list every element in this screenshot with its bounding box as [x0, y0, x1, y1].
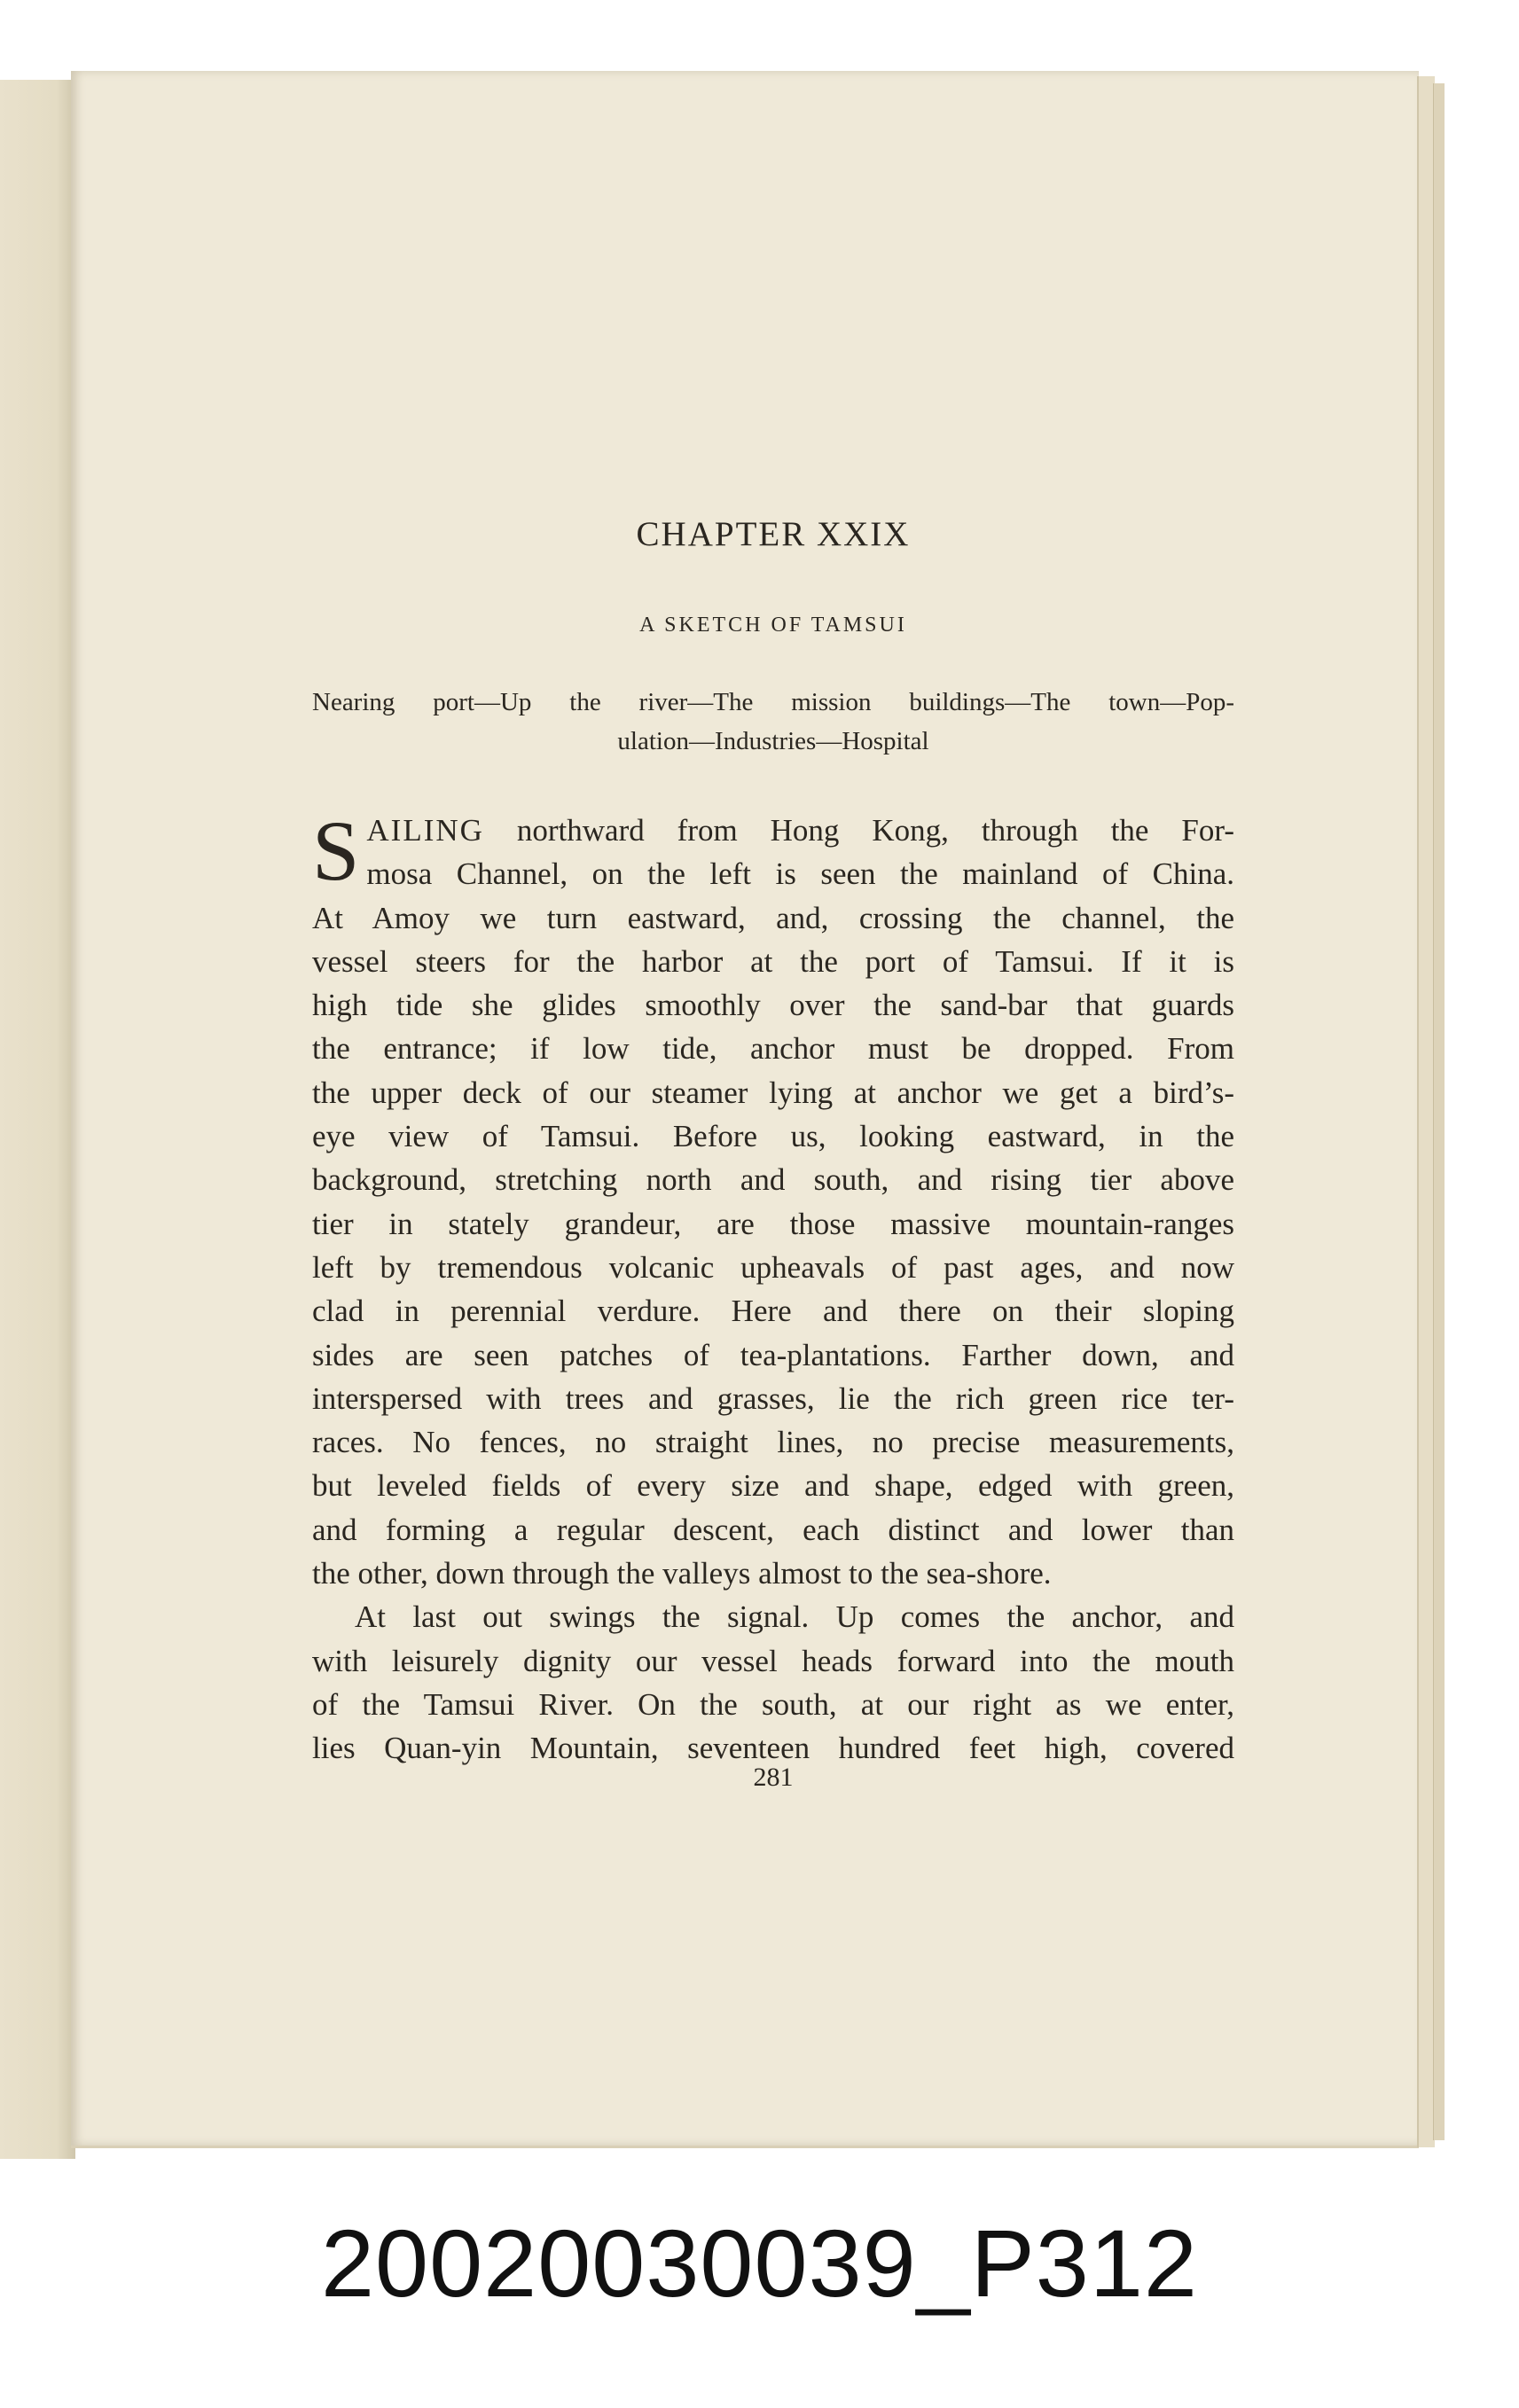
body-line: interspersed with trees and grasses, lie the rich green rice ter- [312, 1380, 1234, 1416]
page-number: 281 [753, 1763, 794, 1792]
facing-page-edge [0, 80, 75, 2159]
body-line: of the Tamsui River. On the south, at our right as we enter, [312, 1686, 1234, 1722]
body-text [312, 803, 1234, 1771]
opening-line-rest: northward from Hong Kong, through the For- [483, 813, 1234, 848]
synopsis-line-2: ulation—Industries—Hospital [617, 727, 929, 755]
body-line: sides are seen patches of tea-plantations. Farther down, and [312, 1337, 1234, 1372]
page-stack-edge-outer [1433, 83, 1445, 2140]
body-line: background, stretching north and south, and rising tier above [312, 1162, 1234, 1198]
body-line: clad in perennial verdure. Here and there on their sloping [312, 1294, 1234, 1329]
book-page [71, 71, 1419, 2148]
chapter-title: CHAPTER XXIX [636, 515, 911, 553]
body-line: and forming a regular descent, each distinct and lower than [312, 1512, 1234, 1547]
body-line: high tide she glides smoothly over the sand-bar that guards [312, 988, 1234, 1023]
body-line: vessel steers for the harbor at the port of Tamsui. If it is [312, 943, 1234, 979]
body-line: races. No fences, no straight lines, no precise measurements, [312, 1425, 1234, 1460]
body-line: At Amoy we turn eastward, and, crossing the channel, the [312, 900, 1234, 935]
body-line: lies Quan-yin Mountain, seventeen hundred feet high, covered [312, 1731, 1234, 1766]
body-line: the entrance; if low tide, anchor must be dropped. From [312, 1031, 1234, 1067]
body-line: the other, down through the valleys almost to the sea-shore. [312, 1556, 1052, 1591]
synopsis-line-1: Nearing port—Up the river—The mission buildings—The town—Pop- [312, 688, 1234, 716]
body-line: left by tremendous volcanic upheavals of past ages, and now [312, 1249, 1234, 1285]
body-line: tier in stately grandeur, are those massive mountain-ranges [312, 1206, 1234, 1241]
opening-small-caps: AILING [366, 813, 484, 848]
body-line: mosa Channel, on the left is seen the mainland of China. [366, 856, 1234, 892]
drop-cap: S [312, 803, 360, 898]
chapter-synopsis [312, 683, 1234, 761]
body-line: eye view of Tamsui. Before us, looking eastward, in the [312, 1119, 1234, 1154]
body-line: At last out swings the signal. Up comes the anchor, and [355, 1599, 1234, 1635]
body-line: but leveled fields of every size and shape, edged with green, [312, 1468, 1234, 1504]
body-line: the upper deck of our steamer lying at anchor we get a bird’s- [312, 1075, 1234, 1110]
body-line [312, 809, 1234, 852]
page-stack-edge [1417, 76, 1435, 2147]
body-line: with leisurely dignity our vessel heads forward into the mouth [312, 1643, 1234, 1678]
chapter-subtitle: A SKETCH OF TAMSUI [639, 614, 907, 637]
accession-number: 20020030039_P312 [320, 2209, 1198, 2317]
book-scan [0, 71, 1454, 2154]
